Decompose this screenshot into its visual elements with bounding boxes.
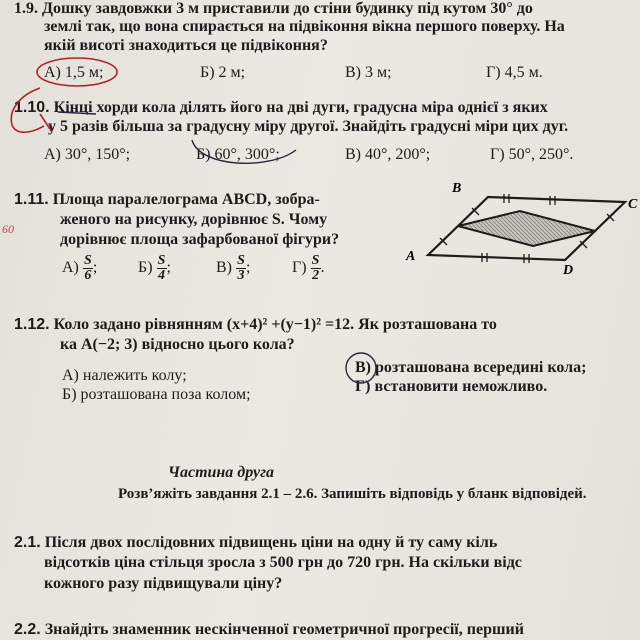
q112-number: 1.12. (14, 316, 50, 333)
q19-line-1: 1.9. Дошку завдовжки 3 м приставили до стіни будинку під кутом 30° до (14, 0, 533, 17)
margin-note: 60 (2, 222, 14, 236)
frac-num: S (237, 253, 245, 268)
sep: ; (246, 259, 251, 277)
q21-line-3: кожного разу підвищували ціну? (44, 575, 283, 592)
q112-answer-d[interactable]: Г) встановити неможливо. (355, 378, 548, 395)
part-two-heading: Частина друга (168, 464, 275, 481)
frac-den: 3 (237, 268, 245, 283)
part-two-instruction: Розв’яжіть завдання 2.1 – 2.6. Запишіть відповідь у бланк відповідей. (118, 486, 587, 502)
q19-answer-a[interactable]: А) 1,5 м; (44, 64, 104, 81)
q19-answer-b[interactable]: Б) 2 м; (200, 64, 246, 81)
vertex-b-label: B (452, 181, 462, 196)
q111-text-1: Площа паралелограма ABCD, зобра- (52, 191, 320, 208)
q112-answer-c[interactable]: В) розташована всередині кола; (355, 359, 587, 376)
q110-answer-b[interactable]: Б) 60°, 300°; (196, 146, 280, 163)
sep: . (320, 259, 325, 277)
q19-answer-c[interactable]: В) 3 м; (345, 64, 392, 81)
q19-answer-d[interactable]: Г) 4,5 м. (486, 64, 543, 81)
q112-line-2: ка A(−2; 3) відносно цього кола? (60, 336, 295, 353)
q111-answer-d-label: Г) (292, 259, 307, 277)
circle-answer-1-10 (192, 140, 296, 163)
q111-line-3: дорівнює площа зафарбованої фігури? (60, 231, 340, 248)
circle-answer-1-9 (37, 58, 117, 86)
q111-answer-a-label: А) (62, 259, 79, 277)
q112-text-1: Коло задано рівнянням (x+4)² +(y−1)² =12. Як розташована то (53, 316, 497, 333)
vertex-a-label: A (406, 249, 416, 264)
q110-text-1: Кінці хорди кола ділять його на дві дуги, градусна міра однієї з яких (53, 99, 548, 116)
vertex-c-label: C (628, 197, 638, 212)
q110-number: 1.10. (14, 99, 50, 116)
frac-den: 4 (158, 268, 166, 283)
q21-number: 2.1. (14, 534, 41, 551)
q110-answer-c[interactable]: В) 40°, 200°; (345, 146, 431, 163)
frac-den: 2 (312, 268, 320, 283)
frac-num: S (311, 253, 320, 268)
q112-answer-a[interactable]: А) належить колу; (62, 367, 187, 384)
q110-line-2: у 5 разів більша за градусну міру другої. Знайдіть градусні міри цих дуг. (48, 118, 569, 135)
underline-mark (58, 112, 96, 114)
margin-bracket-mark (11, 88, 44, 132)
q22-number: 2.2. (14, 621, 41, 638)
q111-answer-c-label: В) (216, 259, 232, 277)
q110-answer-a[interactable]: А) 30°, 150°; (44, 146, 131, 163)
frac-num: S (157, 253, 166, 268)
sep: ; (166, 259, 171, 277)
q110-answer-d[interactable]: Г) 50°, 250°. (490, 146, 574, 163)
margin-slash-mark (40, 114, 52, 132)
circle-answer-1-12 (346, 353, 376, 383)
q22-text-1: Знайдіть знаменник нескінченної геометричної прогресії, перший (44, 621, 524, 638)
frac-den: 6 (84, 268, 92, 283)
sep: ; (92, 259, 98, 277)
q111-answer-b-label: Б) (138, 259, 153, 277)
vertex-d-label: D (563, 263, 574, 278)
frac-num: S (83, 253, 92, 268)
q112-answer-b[interactable]: Б) розташована поза колом; (62, 386, 251, 403)
q19-line-2: землі так, що вона спирається на підвіконня вікна першого поверху. На (44, 18, 565, 35)
q21-line-2: відсотків ціна стільця зросла з 500 грн до 720 грн. На скільки відс (44, 554, 522, 571)
q21-text-1: Після двох послідовних підвищень ціни на одну й ту саму кіль (44, 534, 498, 551)
q19-line-3: якій висоті знаходиться це підвіконня? (44, 37, 328, 54)
q111-number: 1.11. (14, 191, 49, 208)
q111-line-2: женого на рисунку, дорівнює S. Чому (60, 211, 328, 228)
